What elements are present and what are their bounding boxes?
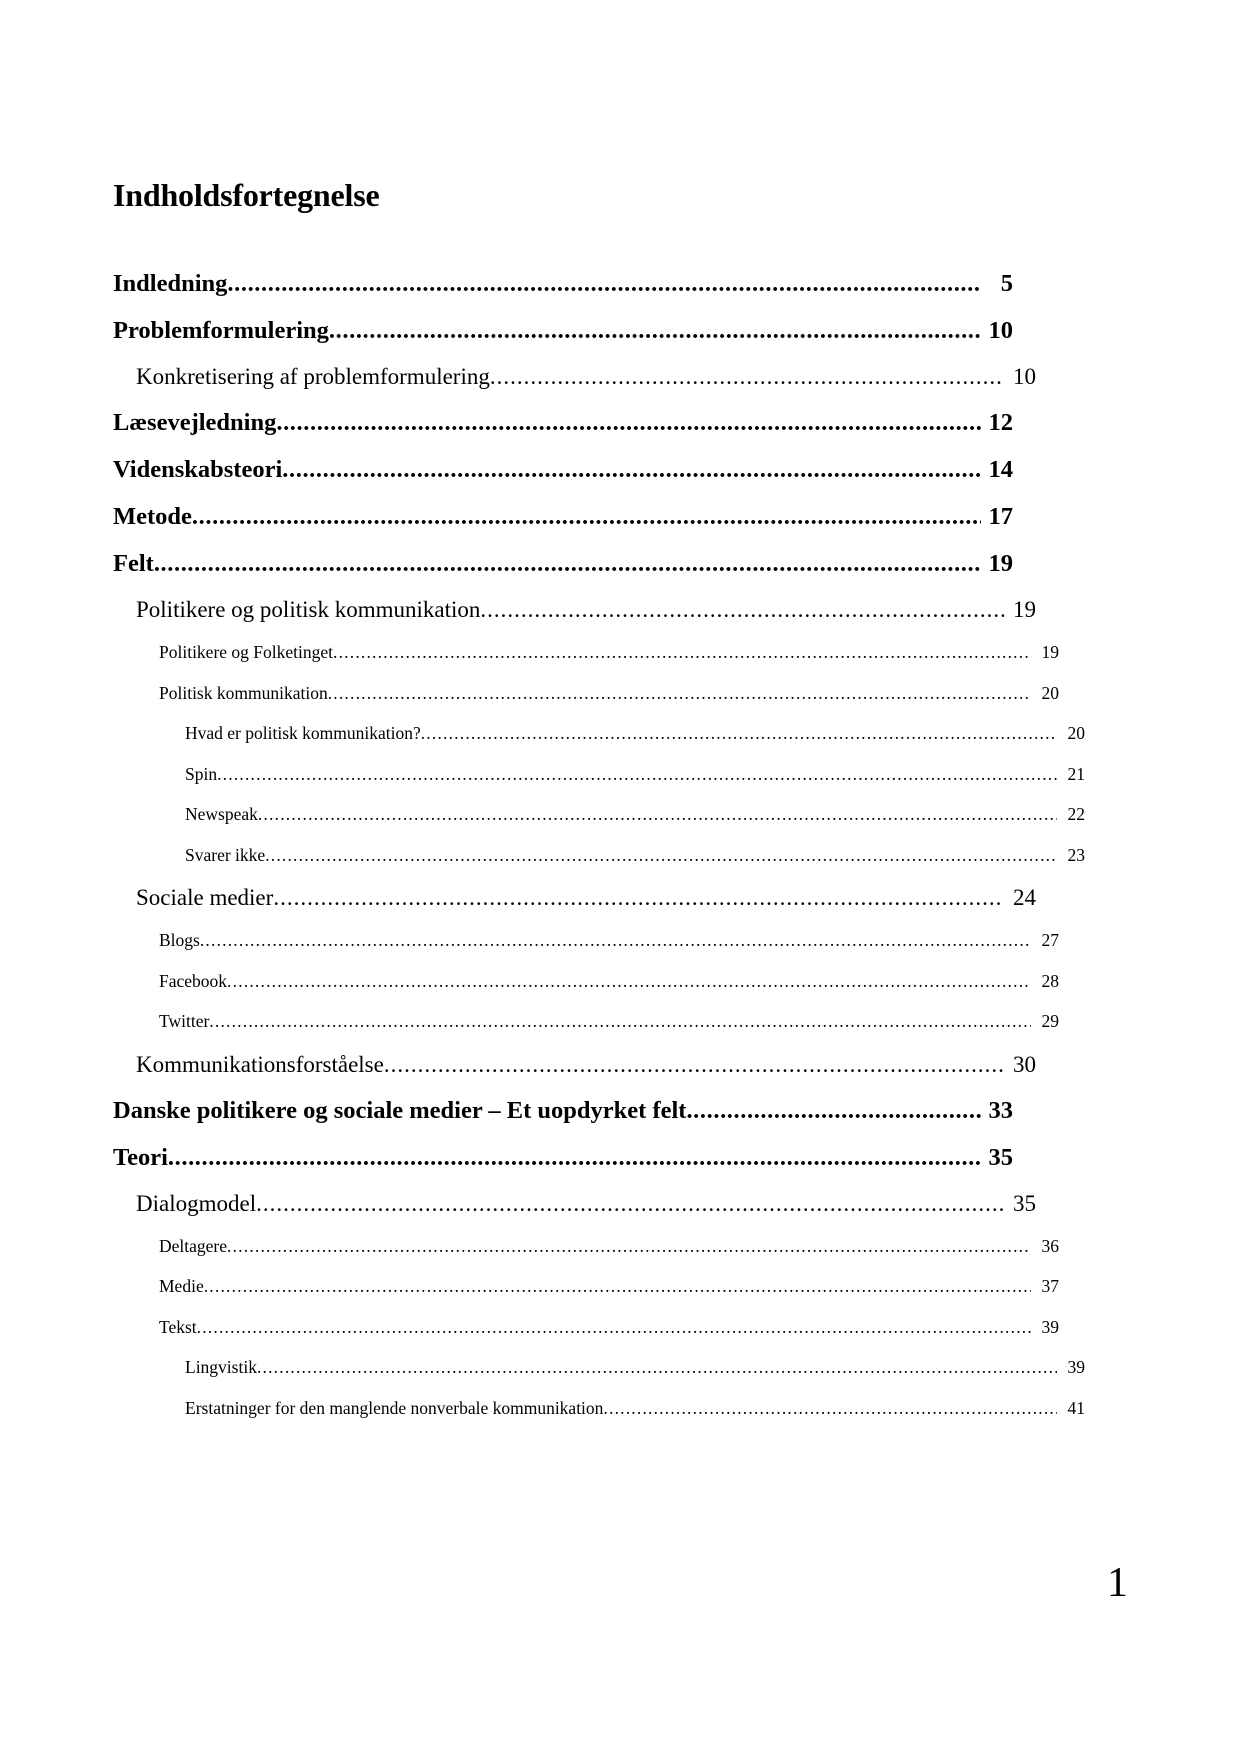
toc-entry-label: Twitter xyxy=(159,1011,210,1032)
toc-entry-label: Facebook xyxy=(159,970,228,991)
toc-entry-page-number: 36 xyxy=(1041,1235,1059,1256)
toc-entry-level-2[interactable] xyxy=(113,597,1036,623)
toc-dot-leader xyxy=(168,1144,981,1172)
toc-entry-label: Erstatninger for den manglende nonverbale kommunikation xyxy=(185,1397,604,1418)
toc-entry-level-2[interactable] xyxy=(113,364,1036,390)
toc-entry-page-number: 39 xyxy=(1041,1316,1059,1337)
toc-dot-leader xyxy=(421,723,1057,744)
toc-entry-level-1[interactable] xyxy=(113,317,1013,345)
toc-dot-leader xyxy=(227,1236,1031,1257)
toc-entry-page-number: 24 xyxy=(1013,885,1036,911)
toc-entry-label: Deltagere xyxy=(159,1235,228,1256)
toc-dot-leader xyxy=(480,597,1004,623)
toc-container xyxy=(113,177,1085,1438)
toc-entry-level-4[interactable] xyxy=(113,845,1085,866)
toc-entry-page-number: 19 xyxy=(988,550,1013,578)
toc-entry-page-number: 39 xyxy=(1067,1357,1085,1378)
toc-entry-page-number: 10 xyxy=(1013,364,1036,390)
toc-entry-level-1[interactable] xyxy=(113,270,1013,298)
toc-entry-level-3[interactable] xyxy=(113,971,1059,992)
toc-entry-label: Blogs xyxy=(159,930,200,951)
toc-dot-leader xyxy=(217,764,1057,785)
toc-entry-level-3[interactable] xyxy=(113,642,1059,663)
toc-entry-label: Problemformulering xyxy=(113,317,329,345)
toc-entry-label: Danske politikere og sociale medier – Et uopdyrket felt xyxy=(113,1096,687,1124)
toc-dot-leader xyxy=(384,1052,1004,1078)
toc-entry-page-number: 10 xyxy=(988,317,1013,345)
toc-dot-leader xyxy=(200,930,1031,951)
toc-entry-page-number: 28 xyxy=(1041,970,1059,991)
toc-entry-label: Spin xyxy=(185,763,218,784)
toc-entry-label: Metode xyxy=(113,503,192,531)
page-title: Indholdsfortegnelse xyxy=(113,177,380,213)
toc-dot-leader xyxy=(265,845,1057,866)
toc-entry-label: Læsevejledning xyxy=(113,409,277,437)
toc-entry-label: Indledning xyxy=(113,270,228,298)
toc-dot-leader xyxy=(328,683,1031,704)
toc-entry-level-3[interactable] xyxy=(113,1276,1059,1297)
toc-entry-label: Teori xyxy=(113,1143,168,1171)
toc-dot-leader xyxy=(256,1191,1004,1217)
toc-entry-level-1[interactable] xyxy=(113,1144,1013,1172)
toc-dot-leader xyxy=(154,550,981,578)
toc-entry-label: Newspeak xyxy=(185,804,258,825)
toc-entry-page-number: 14 xyxy=(988,456,1013,484)
toc-entry-level-4[interactable] xyxy=(113,764,1085,785)
toc-entry-level-4[interactable] xyxy=(113,804,1085,825)
toc-dot-leader xyxy=(686,1097,981,1125)
table-of-contents-list xyxy=(113,270,1085,1419)
toc-dot-leader xyxy=(329,317,981,345)
toc-entry-label: Politikere og politisk kommunikation xyxy=(136,597,481,623)
toc-entry-level-1[interactable] xyxy=(113,503,1013,531)
toc-entry-page-number: 30 xyxy=(1013,1051,1036,1077)
toc-entry-level-4[interactable] xyxy=(113,1357,1085,1378)
toc-entry-level-1[interactable] xyxy=(113,1097,1013,1125)
toc-entry-level-3[interactable] xyxy=(113,1011,1059,1032)
toc-entry-page-number: 12 xyxy=(988,409,1013,437)
toc-entry-level-2[interactable] xyxy=(113,885,1036,911)
toc-entry-page-number: 33 xyxy=(988,1096,1013,1124)
toc-entry-page-number: 19 xyxy=(1041,642,1059,663)
toc-entry-label: Svarer ikke xyxy=(185,844,266,865)
toc-dot-leader xyxy=(273,885,1004,911)
toc-entry-page-number: 35 xyxy=(988,1143,1013,1171)
page-folio-number: 1 xyxy=(1107,1560,1128,1606)
toc-entry-level-3[interactable] xyxy=(113,1236,1059,1257)
toc-entry-label: Hvad er politisk kommunikation? xyxy=(185,723,421,744)
toc-entry-page-number: 22 xyxy=(1067,804,1085,825)
toc-entry-page-number: 41 xyxy=(1067,1397,1085,1418)
toc-dot-leader xyxy=(227,971,1031,992)
toc-entry-page-number: 20 xyxy=(1067,723,1085,744)
toc-entry-page-number: 5 xyxy=(1000,270,1013,298)
toc-entry-label: Tekst xyxy=(159,1316,197,1337)
toc-dot-leader xyxy=(192,503,981,531)
toc-entry-page-number: 29 xyxy=(1041,1011,1059,1032)
toc-entry-page-number: 17 xyxy=(988,503,1013,531)
toc-entry-page-number: 37 xyxy=(1041,1276,1059,1297)
toc-entry-label: Videnskabsteori xyxy=(113,456,283,484)
toc-entry-level-3[interactable] xyxy=(113,683,1059,704)
toc-entry-page-number: 27 xyxy=(1041,930,1059,951)
toc-entry-level-3[interactable] xyxy=(113,1317,1059,1338)
toc-entry-level-2[interactable] xyxy=(113,1052,1036,1078)
toc-dot-leader xyxy=(282,456,981,484)
toc-entry-level-1[interactable] xyxy=(113,456,1013,484)
toc-entry-level-4[interactable] xyxy=(113,1398,1085,1419)
toc-entry-level-4[interactable] xyxy=(113,723,1085,744)
toc-entry-level-3[interactable] xyxy=(113,930,1059,951)
toc-entry-label: Lingvistik xyxy=(185,1357,257,1378)
toc-dot-leader xyxy=(276,409,981,437)
toc-entry-level-2[interactable] xyxy=(113,1191,1036,1217)
toc-entry-page-number: 23 xyxy=(1067,844,1085,865)
toc-dot-leader xyxy=(258,804,1057,825)
toc-dot-leader xyxy=(204,1276,1031,1297)
toc-entry-level-1[interactable] xyxy=(113,550,1013,578)
toc-entry-label: Politikere og Folketinget xyxy=(159,642,334,663)
toc-entry-label: Politisk kommunikation xyxy=(159,682,328,703)
toc-entry-page-number: 20 xyxy=(1041,682,1059,703)
toc-dot-leader xyxy=(209,1011,1031,1032)
toc-dot-leader xyxy=(197,1317,1031,1338)
toc-entry-label: Medie xyxy=(159,1276,204,1297)
toc-entry-label: Konkretisering af problemformulering xyxy=(136,364,490,390)
toc-entry-page-number: 21 xyxy=(1067,763,1085,784)
toc-entry-page-number: 19 xyxy=(1013,597,1036,623)
toc-entry-label: Felt xyxy=(113,550,154,578)
toc-entry-label: Sociale medier xyxy=(136,885,274,911)
toc-dot-leader xyxy=(333,642,1031,663)
toc-dot-leader xyxy=(603,1398,1057,1419)
toc-dot-leader xyxy=(257,1357,1057,1378)
toc-entry-level-1[interactable] xyxy=(113,409,1013,437)
toc-entry-label: Kommunikationsforståelse xyxy=(136,1051,384,1077)
toc-dot-leader xyxy=(490,364,1004,390)
toc-dot-leader xyxy=(227,270,981,298)
toc-entry-page-number: 35 xyxy=(1013,1190,1036,1216)
toc-entry-label: Dialogmodel xyxy=(136,1190,257,1216)
